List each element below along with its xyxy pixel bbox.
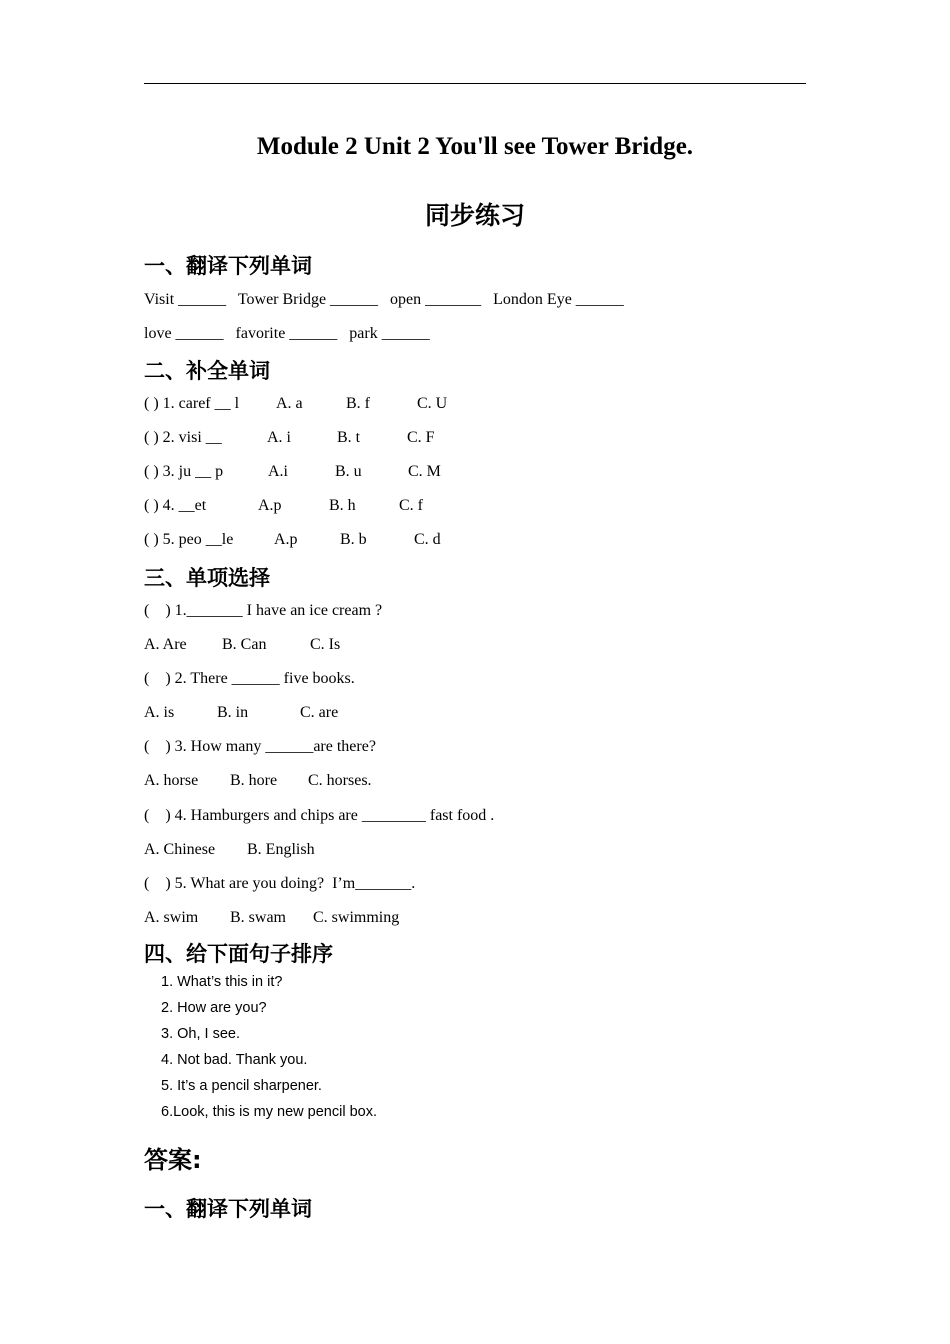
page-title: Module 2 Unit 2 You'll see Tower Bridge. [256, 133, 694, 160]
order-sentence: 4. Not bad. Thank you. [161, 1052, 308, 1068]
option-a: A. i [267, 429, 291, 446]
header-rule [144, 83, 806, 84]
order-sentence: 3. Oh, I see. [161, 1026, 240, 1042]
section1-line2: love ______ favorite ______ park ______ [144, 325, 430, 342]
section3-question: ( ) 1._______ I have an ice cream ? [144, 602, 383, 619]
section4-heading: 四、给下面句子排序 [144, 942, 333, 966]
answers-section1-heading: 一、翻译下列单词 [144, 1197, 312, 1221]
option-c: C. horses. [308, 772, 372, 789]
option-a: A. is [144, 704, 175, 721]
section3-question: ( ) 3. How many ______are there? [144, 738, 376, 755]
option-a: A.p [258, 497, 282, 514]
section3-question: ( ) 4. Hamburgers and chips are ________ fast food . [144, 807, 495, 824]
option-b: B. b [340, 531, 367, 548]
section3-question: ( ) 5. What are you doing? I’m_______. [144, 875, 416, 892]
order-sentence: 5. It’s a pencil sharpener. [161, 1078, 322, 1094]
section1-heading: 一、翻译下列单词 [144, 254, 312, 278]
option-a: A. horse [144, 772, 199, 789]
option-c: C. swimming [313, 909, 400, 926]
option-b: B. t [337, 429, 361, 446]
option-b: B. Can [222, 636, 267, 653]
section3-heading: 三、单项选择 [144, 566, 270, 590]
option-c: C. are [300, 704, 339, 721]
answers-heading: 答案: [144, 1146, 202, 1174]
option-b: B. hore [230, 772, 278, 789]
option-b: B. swam [230, 909, 286, 926]
option-c: C. d [414, 531, 441, 548]
order-sentence: 6.Look, this is my new pencil box. [161, 1104, 377, 1120]
option-b: B. English [247, 841, 315, 858]
question-text: ( ) 1. caref __ l [144, 395, 240, 412]
option-a: A. swim [144, 909, 199, 926]
option-a: A.i [268, 463, 288, 480]
question-text: ( ) 4. __et [144, 497, 207, 514]
question-text: ( ) 2. visi __ [144, 429, 222, 446]
option-b: B. u [335, 463, 362, 480]
option-b: B. f [346, 395, 370, 412]
option-a: A. a [276, 395, 303, 412]
question-text: ( ) 3. ju __ p [144, 463, 224, 480]
option-b: B. h [329, 497, 356, 514]
option-c: C. U [417, 395, 448, 412]
option-c: C. F [407, 429, 435, 446]
option-a: A. Chinese [144, 841, 216, 858]
section2-heading: 二、补全单词 [144, 359, 270, 383]
section1-line1: Visit ______ Tower Bridge ______ open _______ London Eye ______ [144, 291, 624, 308]
order-sentence: 1. What’s this in it? [161, 974, 283, 990]
option-a: A. Are [144, 636, 187, 653]
option-c: C. f [399, 497, 423, 514]
order-sentence: 2. How are you? [161, 1000, 267, 1016]
question-text: ( ) 5. peo __le [144, 531, 234, 548]
option-b: B. in [217, 704, 249, 721]
option-c: C. M [408, 463, 441, 480]
option-a: A.p [274, 531, 298, 548]
page-subtitle: 同步练习 [424, 201, 525, 230]
section3-question: ( ) 2. There ______ five books. [144, 670, 355, 687]
option-c: C. Is [310, 636, 341, 653]
